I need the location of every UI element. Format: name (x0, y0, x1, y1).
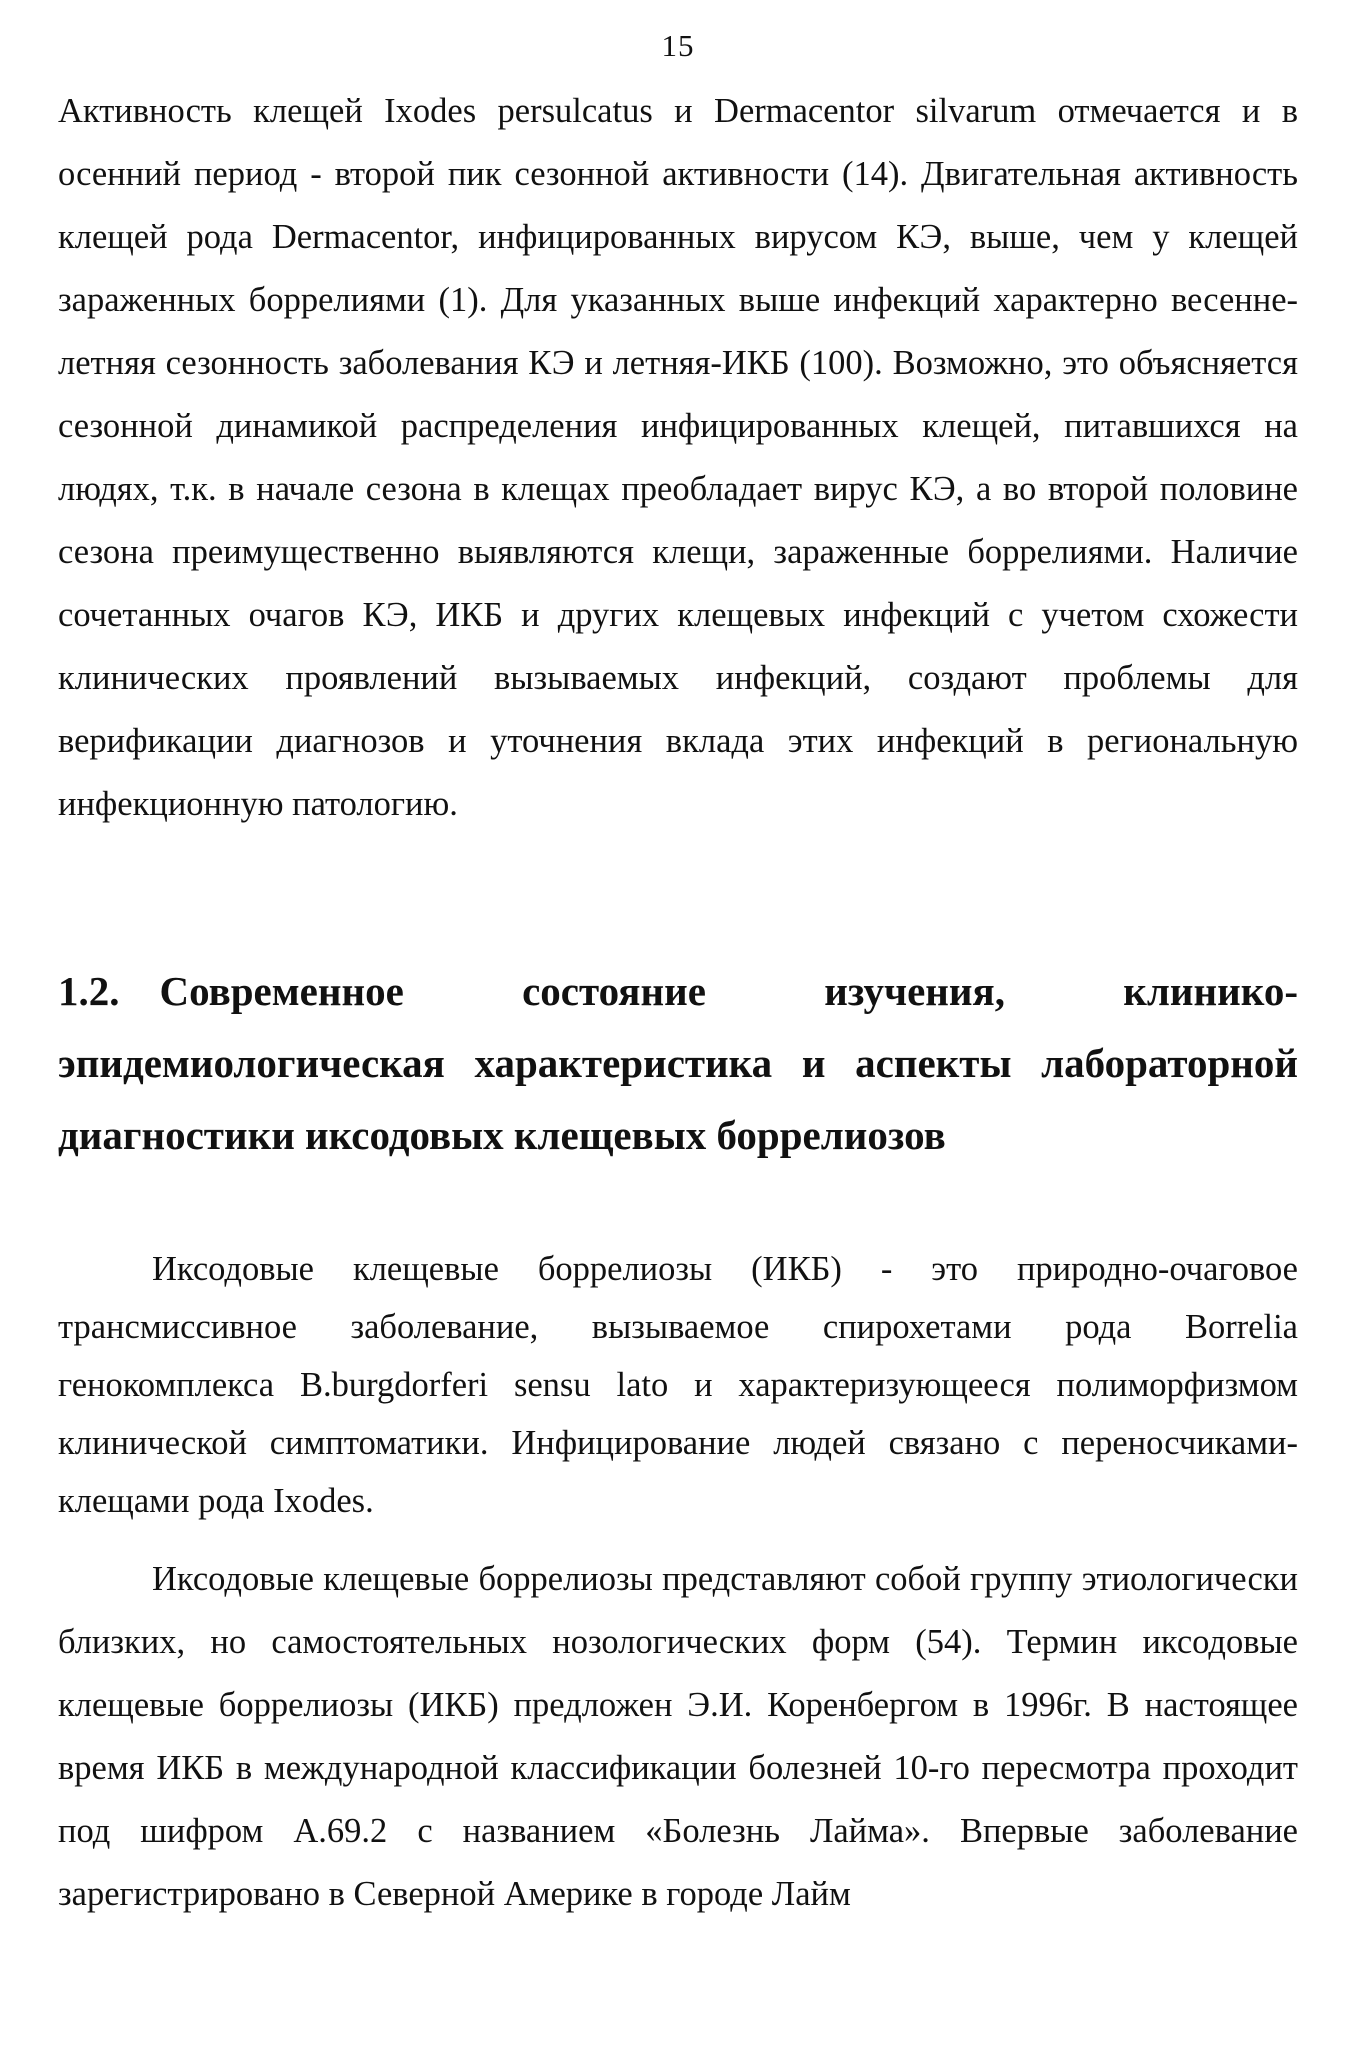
paragraph-ikb-history: Иксодовые клещевые боррелиозы представляют собой группу этиологически близких, но самостоятельных нозологических форм (54). Термин иксодовые клещевые боррелиозы (ИКБ) предложен Э.И. Коренбергом в 1996г. В настоящее время ИКБ в международной классификации болезней 10-го пересмотра проходит под шифром А.69.2 с названием «Болезнь Лайма». Впервые заболевание зарегистрировано в Северной Америке в городе Лайм (58, 1560, 1298, 1913)
paragraph-tick-activity: Активность клещей Ixodes persulcatus и Dermacentor silvarum отмечается и в осенний период - второй пик сезонной активности (14). Двигательная активность клещей рода Dermacentor, инфицированных вирусом КЭ, выше, чем у клещей зараженных боррелиями (1). Для указанных выше инфекций характерно весенне-летняя сезонность заболевания КЭ и летняя-ИКБ (100). Возможно, это объясняется сезонной динамикой распределения инфицированных клещей, питавшихся на людях, т.к. в начале сезона в клещах преобладает вирус КЭ, а во второй половине сезона преимущественно выявляются клещи, зараженные боррелиями. Наличие сочетанных очагов КЭ, ИКБ и других клещевых инфекций с учетом схожести клинических проявлений вызываемых инфекций, создают проблемы для верификации диагнозов и уточнения вклада этих инфекций в региональную инфекционную патологию. (58, 92, 1298, 823)
section-title: Современное состояние изучения, клинико-эпидемиологическая характеристика и аспекты лабораторной диагностики иксодовых клещевых боррелиозов (58, 968, 1298, 1158)
page-number: 15 (661, 28, 695, 63)
section-number: 1.2. (58, 968, 120, 1014)
paragraph-ikb-definition: Иксодовые клещевые боррелиозы (ИКБ) - это природно-очаговое трансмиссивное заболевание, вызываемое спирохетами рода Borrelia генокомплекса B.burgdorferi sensu lato и характеризующееся полиморфизмом клинической симптоматики. Инфицирование людей связано с переносчиками-клещами рода Ixodes. (58, 1250, 1298, 1520)
section-heading (58, 955, 1298, 1171)
